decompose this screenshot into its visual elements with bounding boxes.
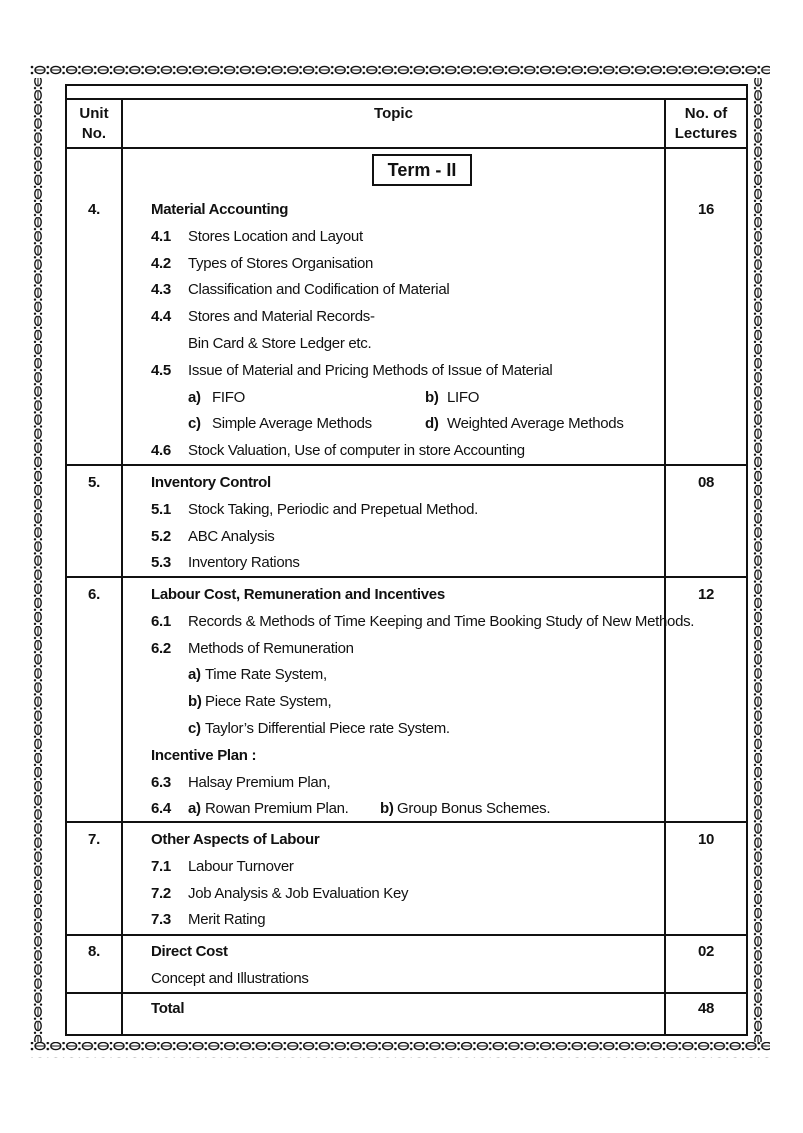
unit-title: Direct Cost [151, 943, 228, 960]
divider [664, 98, 666, 1036]
section-heading: Incentive Plan : [151, 746, 257, 764]
unit-lectures: 16 [697, 201, 715, 218]
divider [121, 98, 123, 1036]
topic-text: Stock Valuation, Use of computer in store Accounting [188, 442, 525, 460]
topic-number: 7.3 [151, 911, 171, 929]
unit-number: 7. [88, 831, 100, 848]
sub-item-label: a) [188, 388, 201, 406]
sub-item-text: Taylor’s Differential Piece rate System. [205, 720, 450, 737]
topic-number: 4.5 [151, 361, 171, 379]
sub-item-text: Group Bonus Schemes. [397, 800, 551, 818]
header-topic: Topic [374, 105, 413, 122]
topic-number: 5.2 [151, 527, 171, 545]
topic-text: Halsay Premium Plan, [188, 773, 331, 791]
sub-item-text: LIFO [447, 388, 480, 406]
header-lectures: No. of Lectures [674, 105, 738, 142]
topic-number: 6.1 [151, 612, 171, 630]
topic-number: 4.4 [151, 308, 171, 326]
topic-number: 4.1 [151, 227, 171, 245]
unit-title: Other Aspects of Labour [151, 831, 320, 848]
unit-lectures: 02 [697, 943, 715, 960]
sub-item-text: Piece Rate System, [205, 693, 332, 711]
topic-number: 4.2 [151, 254, 171, 272]
sub-item-label: c) [188, 415, 201, 433]
topic-number: 7.2 [151, 884, 171, 902]
header-unit: Unit No. [79, 105, 109, 142]
sub-item-text: FIFO [212, 388, 245, 406]
unit-number: 5. [88, 474, 100, 491]
topic-text: Labour Turnover [188, 857, 294, 875]
divider [65, 98, 748, 100]
divider [65, 992, 748, 994]
sub-item-text: Time Rate System, [205, 666, 327, 684]
topic-number: 6.3 [151, 773, 171, 791]
topic-number: 7.1 [151, 857, 171, 875]
sub-item-label: c) [188, 720, 201, 737]
topic-text: Bin Card & Store Ledger etc. [188, 335, 372, 352]
topic-number: 5.1 [151, 500, 171, 518]
topic-number: 5.3 [151, 554, 171, 572]
topic-text: Merit Rating [188, 911, 266, 929]
unit-lectures: 10 [697, 831, 715, 848]
topic-text: Stock Taking, Periodic and Prepetual Method. [188, 500, 479, 518]
sub-item-label: b) [188, 693, 202, 711]
topic-number: 4.6 [151, 442, 171, 460]
sub-item-text: Rowan Premium Plan. [205, 800, 349, 818]
term-label: Term - II [372, 154, 472, 186]
sub-item-text: Simple Average Methods [212, 415, 372, 433]
topic-text: ABC Analysis [188, 527, 275, 545]
unit-number: 4. [88, 201, 100, 218]
topic-text: Methods of Remuneration [188, 639, 354, 657]
sub-item-label: b) [380, 800, 394, 818]
topic-number: 4.3 [151, 281, 171, 299]
divider [65, 934, 748, 936]
topic-text: Classification and Codification of Material [188, 281, 450, 299]
total-label: Total [151, 1000, 185, 1017]
topic-text: Types of Stores Organisation [188, 254, 374, 272]
divider [65, 821, 748, 823]
topic-text: Job Analysis & Job Evaluation Key [188, 884, 409, 902]
topic-text: Inventory Rations [188, 554, 300, 572]
divider [65, 147, 748, 149]
sub-item-label: a) [188, 666, 201, 684]
unit-lectures: 08 [697, 474, 715, 491]
divider [65, 464, 748, 466]
unit-title: Inventory Control [151, 474, 271, 491]
topic-text: Issue of Material and Pricing Methods of Issue of Material [188, 361, 553, 379]
divider [65, 576, 748, 578]
sub-item-label: d) [425, 415, 439, 433]
unit-title: Labour Cost, Remuneration and Incentives [151, 586, 445, 603]
unit-number: 6. [88, 586, 100, 603]
sub-item-label: b) [425, 388, 439, 406]
topic-text: Stores Location and Layout [188, 227, 363, 245]
topic-text: Stores and Material Records- [188, 308, 375, 326]
topic-text: Records & Methods of Time Keeping and Time Booking Study of New Methods. [188, 612, 695, 630]
unit-lectures: 12 [697, 586, 715, 603]
topic-text: Concept and Illustrations [151, 969, 309, 987]
topic-number: 6.4 [151, 800, 171, 818]
sub-item-text: Weighted Average Methods [447, 415, 624, 433]
unit-number: 8. [88, 943, 100, 960]
topic-number: 6.2 [151, 639, 171, 657]
total-lectures: 48 [697, 1000, 715, 1017]
sub-item-label: a) [188, 800, 201, 818]
unit-title: Material Accounting [151, 201, 289, 218]
